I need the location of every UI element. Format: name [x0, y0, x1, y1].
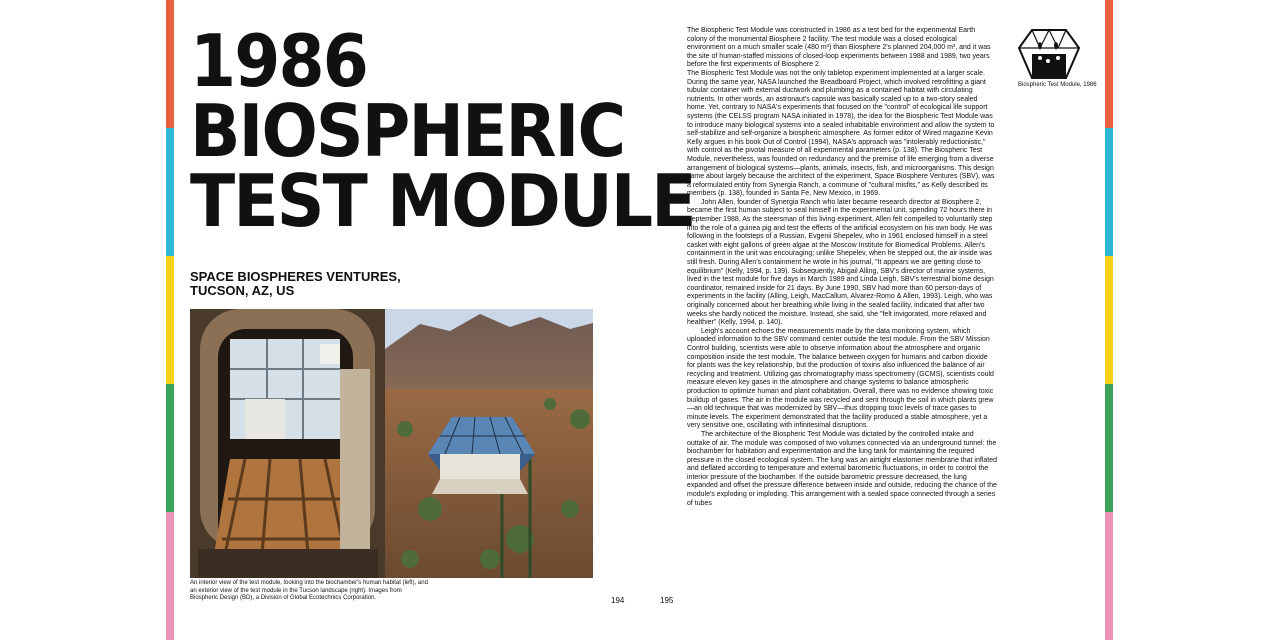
subtitle-line-1: SPACE BIOSPHERES VENTURES, [190, 269, 401, 284]
stripe-cyan [166, 128, 174, 256]
paragraph: The Biospheric Test Module was not the only tabletop experiment implemented at a larger scale. During the same year, NASA launched the Breadboard Project, which involved retrofitting a giant tubular container with external ductwork and plumbing as a contained habitat with circulating nutrients. In other words, an astronaut's capsule was basically scaled up to a two-story sealed home. Yet, contrary to NASA's experiments that focused on the "control" of ecological life support systems (the CELSS program NASA initiated in 1978), the idea for the Biospheric Test Module was to introduce many biological systems into a sealed inhabitable environment and allow the system to self-stabilize and self-organize a biospheric atmosphere. As former editor of Wired magazine Kevin Kelly argues in his book Out of Control (1994), NASA's approach was "intolerably reductionistic," with control as the pivotal measure of all experimental parameters (p. 138). The Biospheric Test Module, nevertheless, was founded on redundancy and the premise of life emerging from a diverse arrangement of biological systems—plants, animals, insects, fish, and microorganisms. This design came about largely because the architect of the experiment, Space Biosphere Ventures (SBV), was a reformulated entity from Synergia Ranch, a commune of "cultural misfits," as Kelly described its members (p. 138), founded in Santa Fe, New Mexico, in 1969. [687, 69, 995, 198]
subtitle-line-2: TUCSON, AZ, US [190, 283, 295, 298]
stripe-orange [1105, 0, 1113, 128]
title-line-3: TEST MODULE [190, 159, 695, 243]
title-year: 1986 [190, 19, 367, 103]
paragraph: Leigh's account echoes the measurements made by the data monitoring system, which uploaded information to the SBV command center outside the test module. From the SBV Mission Control building, scientists were able to observe information about the atmosphere and organic composition inside the test module. The balance between oxygen for humans and carbon dioxide for plants was the key relationship, but the production of toxins also influenced the balance of air recycling and treatment. Utilizing gas chromatography mass spectrometry (GCMS), scientists could measure eleven key gases in the atmosphere and change systems to balance atmospheric production to optimize human and plant cohabitation. Overall, there was no evidence showing toxic buildup of gases. The air in the module was recycled and sent through the soil in which plants grew—an old technique that was modernized by SBV—thus dropping toxic levels of trace gases to minute levels. The experiment demonstrated that the facility produced a stable atmosphere, yet a very sensitive one, oscillating with infinitesimal disruptions. [687, 327, 994, 430]
biosphere-module-icon [1018, 28, 1080, 80]
page-number-right: 195 [660, 596, 674, 605]
icon-caption: Biospheric Test Module, 1986 [1018, 82, 1097, 88]
paragraph: John Allen, founder of Synergia Ranch who later became research director at Biosphere 2, became the first human subject to seal himself in the experimental unit, spending 72 hours there in September 1988. As the steersman of this living experiment, Allen felt compelled to voluntarily step into the role of a guinea pig and test the effects of the artificial ecosystem on his own body. He was following in the footsteps of a Russian, Evgenii Shepelev, who in 1961 enclosed himself in a steel casket with eight gallons of green algae at the Moscow Institute for Biomedical Problems. Allen's containment in the unit was encouraging; unlike Shepelev, when he stepped out, the air inside was still fresh. During Allen's containment he wrote in his journal, "It appears we are getting close to equilibrium" (Kelly, 1994, p. 139). Subsequently, Abigail Alling, SBV's director of marine systems, lived in the test module for five days in March 1989 and Linda Leigh, SBV's terrestrial biome design coordinator, remained inside for 21 days. By June 1990, SBV had more than 60 person-days of experiments in the facility (Alling, Leigh, MacCallum, Alvarez-Romo & Allen, 1993). Leigh, who was originally concerned about her breathing while living in the sealed facility, indicated that after two weeks she hardly noticed the moisture. Instead, she said, she "felt invigorated, more relaxed and healthier" (Kelly, 1994, p. 140). [687, 198, 994, 327]
stripe-yellow [166, 256, 174, 384]
body-text [687, 27, 997, 508]
stripe-orange [166, 0, 174, 128]
left-margin [0, 0, 166, 640]
subtitle [190, 270, 401, 298]
color-stripe-right [1105, 0, 1113, 640]
page-number-left: 194 [611, 596, 625, 605]
page-title [190, 19, 695, 243]
stripe-green [166, 384, 174, 512]
paragraph: The Biospheric Test Module was constructed in 1986 as a test bed for the experimental Earth colony of the monumental Biosphere 2 facility. The test module was a closed ecological environment on a much smaller scale (480 m³) than Biosphere 2's planned 204,000 m³, and it was the site of human-staffed missions of closed-loop experiments between 1988 and 1989, two years before the first experiments of Biosphere 2. [687, 27, 991, 69]
stripe-pink [1105, 512, 1113, 640]
paragraph: The architecture of the Biospheric Test Module was dictated by the controlled intake and outtake of air. The module was composed of two volumes connected via an underground tunnel: the biochamber for habitation and experimentation and the lung tank for maintaining the required pressure in the closed ecological system. The lung was an airtight elastomer membrane that inflated and deflated according to temperature and external barometric fluctuations, in order to control the interior pressure of the biochamber. If the outside barometric pressure decreased, the lung expanded and offset the pressure difference between inside and outside, reducing the chance of the module's exploding or imploding. This arrangement with a sealed space connected through a series of tubes [687, 430, 997, 507]
photo [190, 309, 593, 578]
photo-caption: An interior view of the test module, looking into the biochamber's human habitat (left), and an exterior view of the test module in the Tucson landscape (right). Images from Biospheric Design (BD), a Division of Global Ecotechnics Corporation. [190, 580, 428, 601]
title-line-2: BIOSPHERIC [190, 89, 625, 173]
stripe-green [1105, 384, 1113, 512]
stripe-pink [166, 512, 174, 640]
stripe-yellow [1105, 256, 1113, 384]
stripe-cyan [1105, 128, 1113, 256]
color-stripe-left [166, 0, 174, 640]
